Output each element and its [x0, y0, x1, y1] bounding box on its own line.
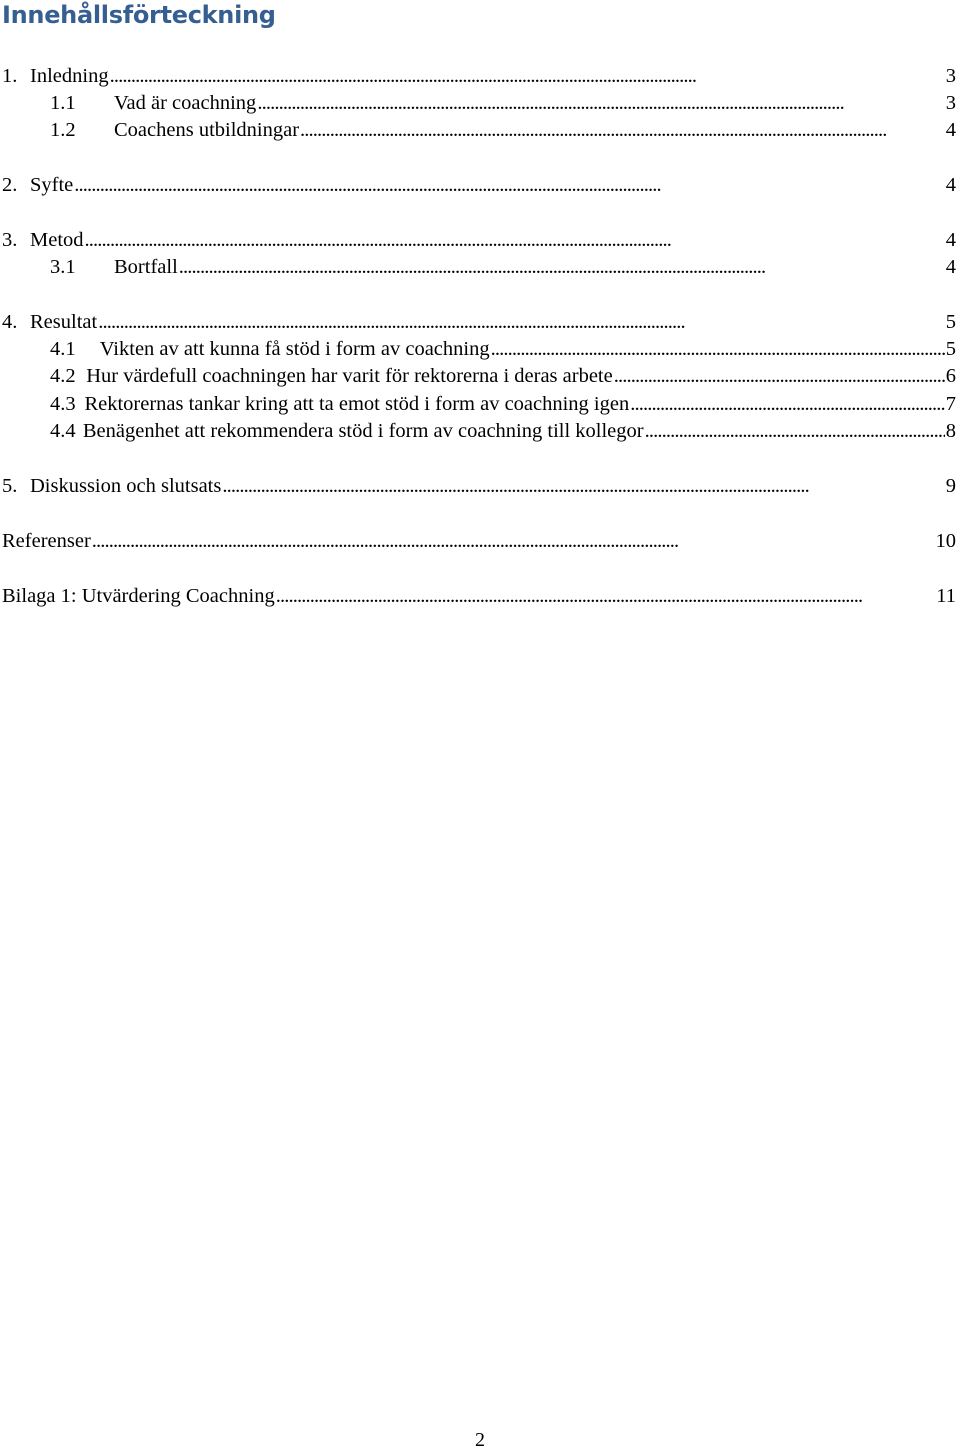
- toc-entry-text: Syfte: [30, 174, 74, 196]
- toc-entry-benagenhet[interactable]: [0, 418, 956, 445]
- toc-entry-number: 3.1: [50, 256, 76, 278]
- toc-entry-number: 2.: [2, 174, 18, 196]
- toc-entry-text: Inledning: [30, 65, 109, 87]
- toc-title: Innehållsförteckning: [2, 1, 276, 29]
- toc-leader-dots: [85, 227, 945, 254]
- toc-entry-number: 4.1: [50, 338, 76, 360]
- toc-entry-vardefull-coachning[interactable]: [0, 363, 956, 390]
- toc-entry-page: 8: [945, 420, 956, 442]
- toc-leader-dots: [98, 309, 945, 336]
- toc-leader-dots: [614, 363, 945, 390]
- toc-entry-syfte[interactable]: [0, 172, 956, 199]
- toc-entry-number: 4.4: [50, 420, 76, 442]
- toc-leader-dots: [257, 90, 944, 117]
- toc-entry-number: 1.1: [50, 92, 76, 114]
- toc-entry-number: 4.: [2, 311, 18, 333]
- toc-entry-text: Referenser: [2, 530, 91, 552]
- toc-entry-text: Diskussion och slutsats: [30, 475, 222, 497]
- toc-leader-dots: [630, 391, 945, 418]
- toc-entry-number: 1.2: [50, 119, 76, 141]
- toc-entry-text: Bilaga 1: Utvärdering Coachning: [2, 585, 275, 607]
- toc-entry-page: 9: [945, 475, 956, 497]
- toc-leader-dots: [276, 583, 936, 610]
- toc-entry-coachens-utbildningar[interactable]: [0, 117, 956, 144]
- toc-entry-text: Bortfall: [114, 256, 178, 278]
- toc-entry-page: 4: [945, 174, 956, 196]
- toc-entry-page: 6: [945, 365, 956, 387]
- toc-entry-page: 3: [945, 92, 956, 114]
- toc-leader-dots: [300, 117, 945, 144]
- toc-leader-dots: [74, 172, 944, 199]
- toc-entry-diskussion[interactable]: [0, 473, 956, 500]
- toc-entry-page: 3: [945, 65, 956, 87]
- toc-entry-page: 4: [945, 229, 956, 251]
- toc-entry-vikten-av-stod[interactable]: [0, 336, 956, 363]
- toc-entry-metod[interactable]: [0, 227, 956, 254]
- toc-entry-number: 5.: [2, 475, 18, 497]
- toc-entry-text: Benägenhet att rekommendera stöd i form av coachning till kollegor: [82, 420, 644, 442]
- toc-entry-rektorernas-tankar[interactable]: [0, 391, 956, 418]
- toc-entry-referenser[interactable]: [0, 528, 956, 555]
- toc-entry-number: 4.2: [50, 365, 76, 387]
- toc-entry-page: 4: [945, 256, 956, 278]
- toc-leader-dots: [179, 254, 945, 281]
- toc-entry-page: 7: [945, 393, 956, 415]
- toc-entry-inledning[interactable]: [0, 63, 956, 90]
- toc-entry-page: 11: [936, 585, 956, 607]
- toc-entry-page: 4: [945, 119, 956, 141]
- toc-leader-dots: [222, 473, 944, 500]
- toc-entry-page: 5: [945, 311, 956, 333]
- toc-entry-resultat[interactable]: [0, 309, 956, 336]
- toc-entry-text: Vikten av att kunna få stöd i form av coachning: [99, 338, 490, 360]
- toc-entry-text: Rektorernas tankar kring att ta emot stöd i form av coachning igen: [84, 393, 630, 415]
- toc-entry-page: 5: [945, 338, 956, 360]
- toc-leader-dots: [491, 336, 945, 363]
- toc-entry-number: 4.3: [50, 393, 76, 415]
- toc-entry-bilaga-1[interactable]: [0, 583, 956, 610]
- toc-entry-vad-ar-coachning[interactable]: [0, 90, 956, 117]
- toc-entry-page: 10: [935, 530, 956, 552]
- toc-leader-dots: [92, 528, 935, 555]
- toc-entry-bortfall[interactable]: [0, 254, 956, 281]
- toc-entry-text: Coachens utbildningar: [114, 119, 300, 141]
- toc-entry-number: 1.: [2, 65, 18, 87]
- toc-leader-dots: [110, 63, 945, 90]
- toc-entry-text: Resultat: [30, 311, 98, 333]
- toc-entry-number: 3.: [2, 229, 18, 251]
- toc-leader-dots: [645, 418, 945, 445]
- toc-entry-text: Metod: [30, 229, 84, 251]
- toc-entry-text: Hur värdefull coachningen har varit för rektorerna i deras arbete: [86, 365, 613, 387]
- toc-entry-text: Vad är coachning: [114, 92, 257, 114]
- page-number: 2: [475, 1429, 485, 1451]
